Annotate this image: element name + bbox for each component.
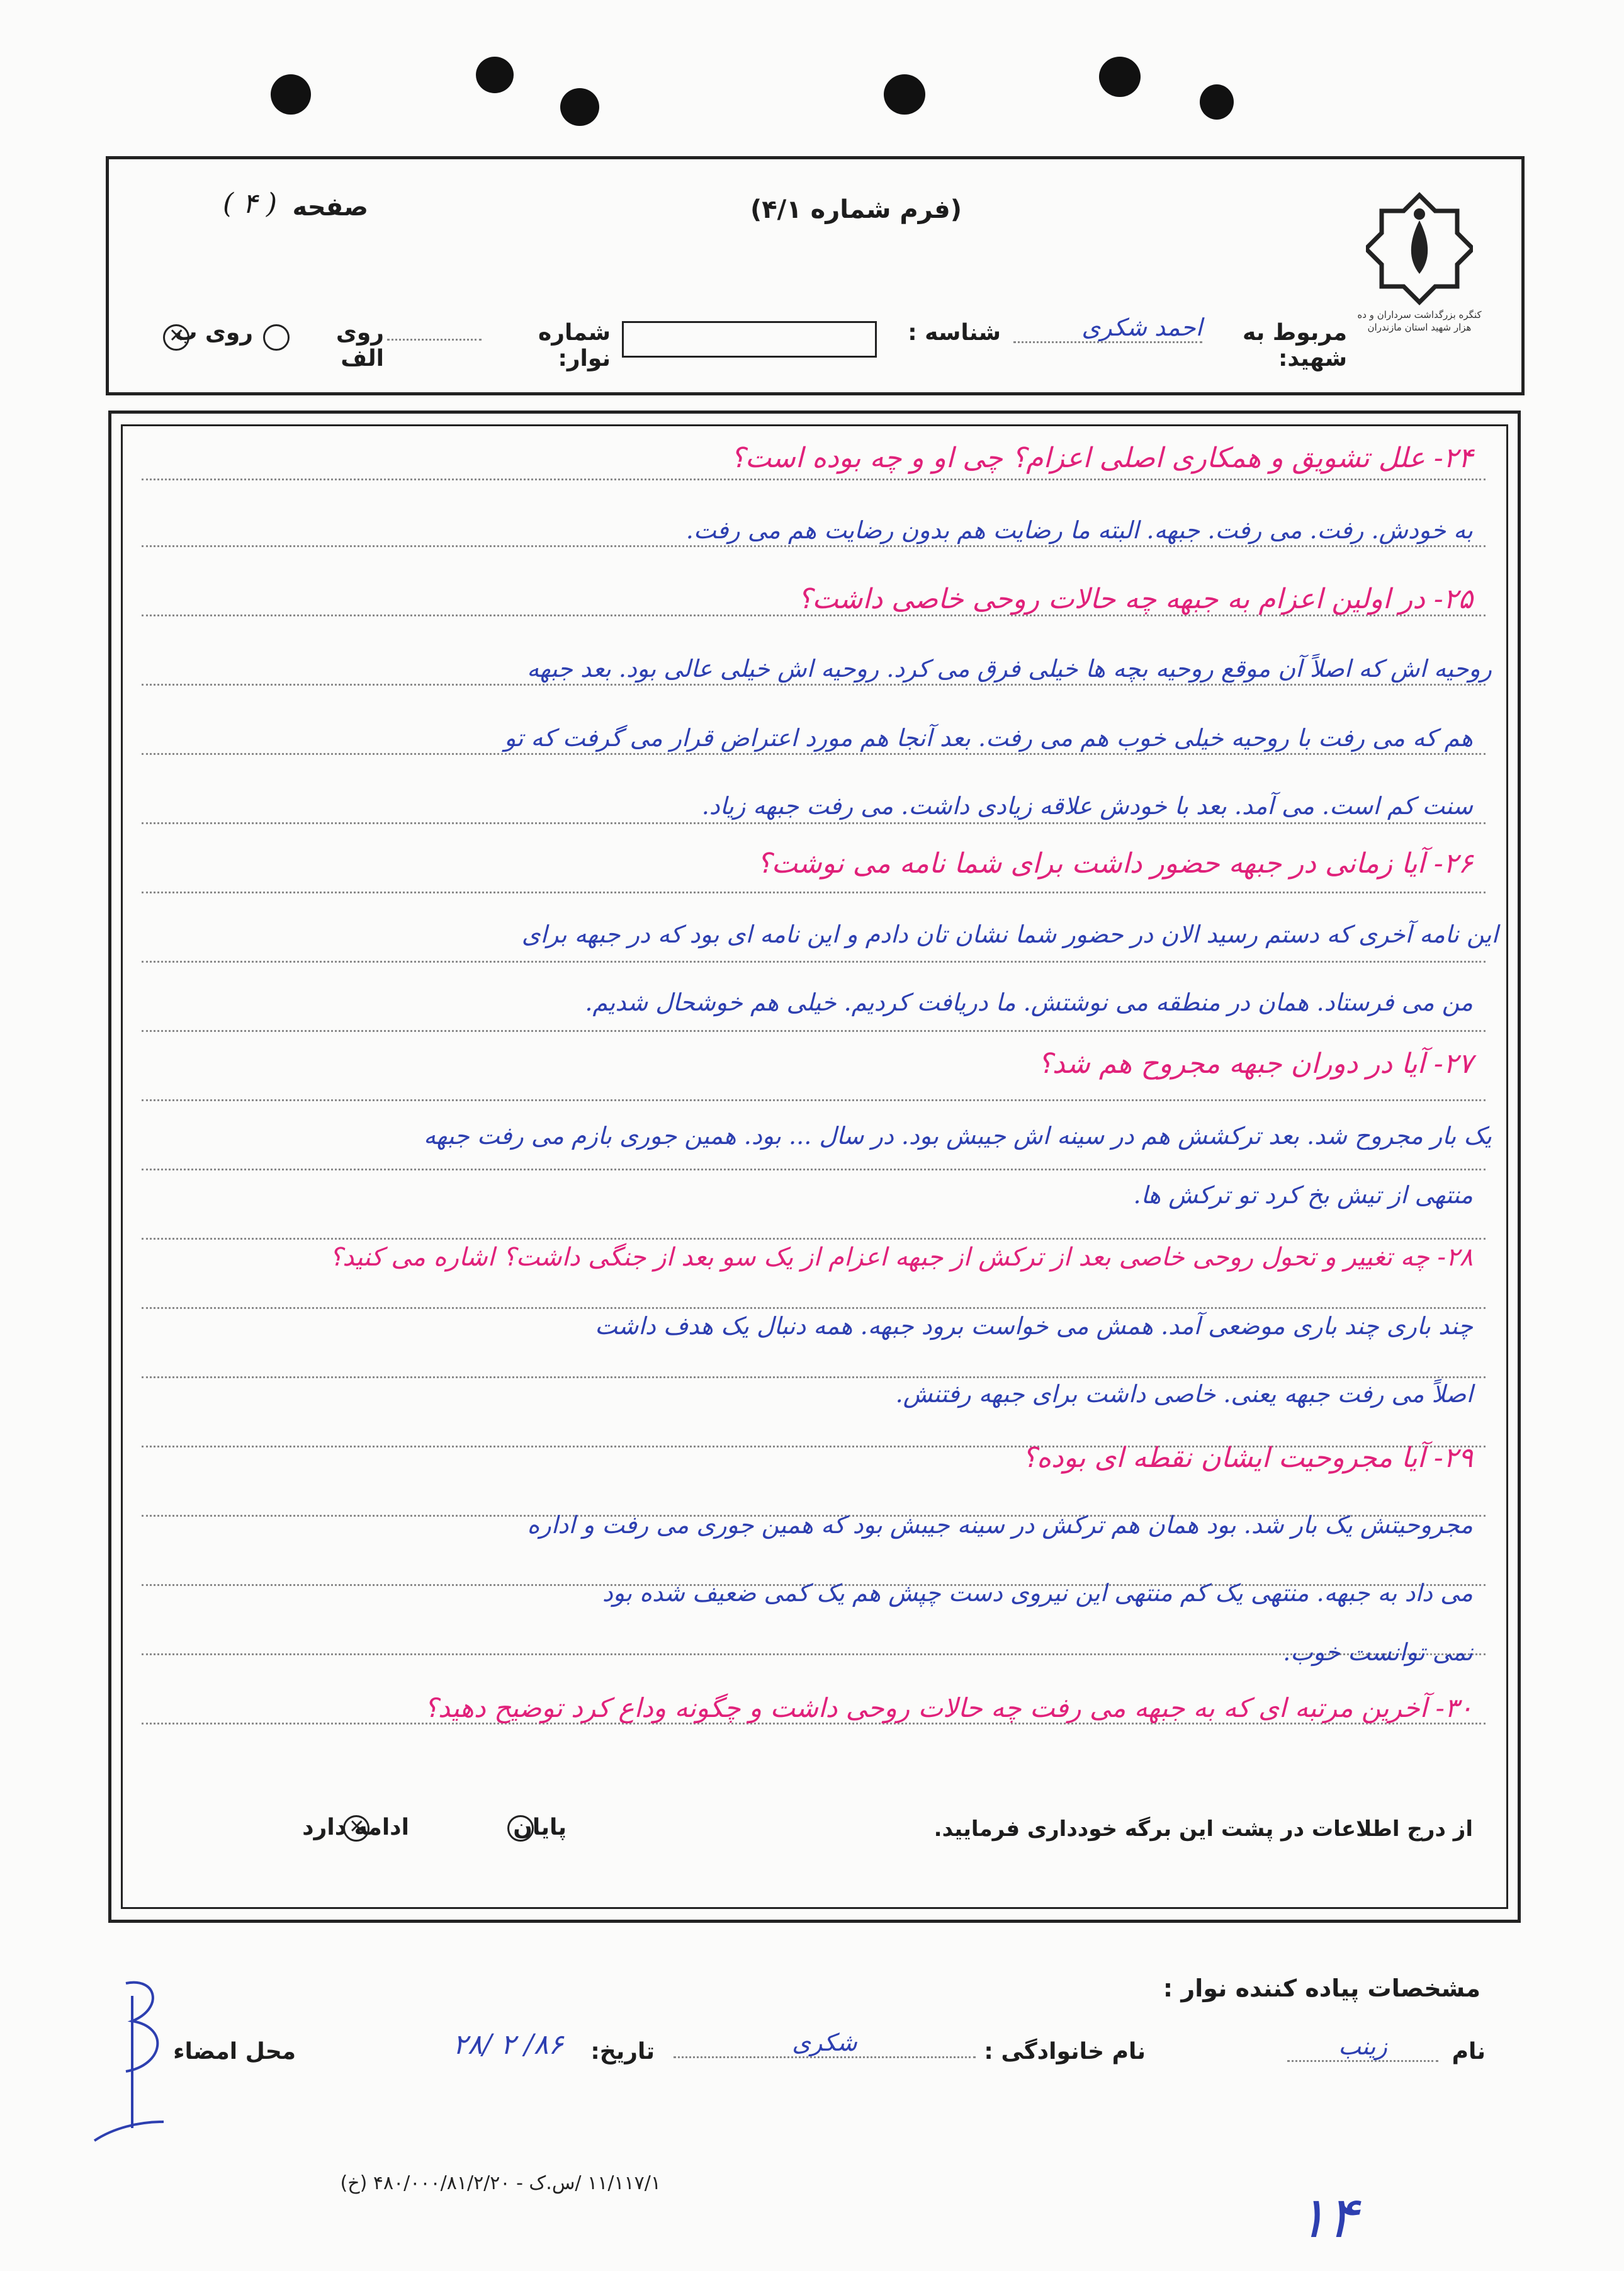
logo-emblem-icon: [1366, 189, 1473, 315]
binder-hole: [1200, 84, 1234, 120]
id-label: شناسه :: [908, 320, 1001, 346]
binder-hole: [560, 88, 599, 126]
family-label: نام خانوادگی :: [984, 2039, 1146, 2064]
question-27: ۲۷- آیا در دوران جبهه مجروح هم شد؟: [1037, 1048, 1473, 1080]
handwritten-page-number: ۱۴: [1297, 2185, 1358, 2251]
page-label: صفحه: [292, 193, 368, 222]
family-value: شکری: [674, 2029, 976, 2058]
writing-line: [142, 1099, 1486, 1101]
question-25: ۲۵- در اولین اعزام به جبهه چه حالات روحی خاصی داشت؟: [797, 583, 1473, 615]
writing-line: [142, 684, 1486, 686]
answer-24-line-1: به خودش. رفت. می رفت. جبهه. البته ما رضایت هم بدون رضایت هم می رفت.: [685, 516, 1473, 544]
organization-logo: [1366, 189, 1473, 315]
answer-29-line-3: نمی توانست خوب.: [1283, 1638, 1473, 1666]
writing-line: [142, 1376, 1486, 1378]
question-28: ۲۸- چه تغییر و تحول روحی خاصی بعد از ترکش از جبهه اعزام از یک سو بعد از جنگی داشت؟ اشاره می کنید؟: [329, 1243, 1473, 1272]
writing-line: [142, 892, 1486, 893]
question-24: ۲۴- علل تشویق و همکاری اصلی اعزام؟ چی او و چه بوده است؟: [730, 442, 1473, 474]
martyr-label: مربوط به شهید:: [1242, 320, 1347, 371]
question-29: ۲۹- آیا مجروحیت ایشان نقطه ای بوده؟: [1022, 1442, 1473, 1474]
side-b-label: روی ب: [174, 320, 253, 346]
side-a-label: روی الف: [336, 320, 384, 371]
form-number: (فرم شماره ۴/۱): [750, 195, 962, 224]
side-a-radio[interactable]: [263, 324, 290, 351]
writing-line: [142, 822, 1486, 824]
end-radio[interactable]: [507, 1815, 534, 1842]
answer-27-line-2: منتهی از تیش بخ کرد تو ترکش ها.: [1133, 1181, 1473, 1209]
answer-25-line-1: روحیه اش که اصلاً آن موقع روحیه بچه ها خیلی فرق می کرد. روحیه اش خیلی عالی بود. بعد جبهه: [527, 655, 1492, 682]
name-label: نام: [1452, 2039, 1486, 2064]
name-value: زینب: [1287, 2032, 1438, 2062]
form-code: ۱۱/۱۱۷/۱ /س.ک - ۴۸۰/۰۰۰/۸۱/۲/۲۰ (خ): [340, 2172, 661, 2194]
side-b-radio[interactable]: [163, 324, 189, 351]
question-30: ۳۰- آخرین مرتبه ای که به جبهه می رفت چه حالات روحی داشت و چگونه وداع کرد توضیح دهید؟: [424, 1692, 1473, 1723]
binder-hole: [884, 74, 925, 115]
logo-caption: کنگره بزرگداشت سرداران و ده هزار شهید استان مازندران: [1357, 309, 1482, 333]
tape-number-label: شماره نوار:: [538, 320, 611, 371]
answer-25-line-3: سنت کم است. می آمد. بعد با خودش علاقه زیادی داشت. می رفت جبهه زیاد.: [701, 792, 1473, 820]
binder-hole: [271, 74, 311, 115]
writing-line: [142, 545, 1486, 547]
writing-line: [142, 1030, 1486, 1032]
signature-label: محل امضاء: [173, 2039, 296, 2064]
writing-line: [142, 1307, 1486, 1309]
writing-line: [142, 479, 1486, 480]
continues-radio[interactable]: [343, 1815, 369, 1842]
answer-27-line-1: یک بار مجروح شد. بعد ترکشش هم در سینه اش جیبش بود. در سال ... بود. همین جوری بازم می رفت جبهه: [423, 1122, 1492, 1150]
back-page-note: از درج اطلاعات در پشت این برگه خودداری فرمایید.: [933, 1816, 1473, 1842]
writing-line: [142, 961, 1486, 963]
answer-29-line-2: می داد به جبهه. منتهی یک کم منتهی این نیروی دست چپش هم یک کمی ضعیف شده بود: [602, 1579, 1473, 1607]
binder-hole: [1099, 57, 1141, 97]
writing-line: [142, 1169, 1486, 1170]
binder-hole: [476, 57, 514, 93]
answer-26-line-2: من می فرستاد. همان در منطقه می نوشتش. ما دریافت کردیم. خیلی هم خوشحال شدیم.: [585, 988, 1473, 1016]
answer-25-line-2: هم که می رفت با روحیه خیلی خوب هم می رفت. بعد آنجا هم مورد اعتراض قرار می گرفت که تو: [504, 724, 1473, 752]
answer-28-line-2: اصلاً می رفت جبهه یعنی. خاصی داشت برای جبهه رفتنش.: [895, 1380, 1473, 1408]
date-label: تاریخ:: [590, 2039, 655, 2064]
page-number: ( ۴ ): [223, 188, 277, 220]
martyr-name: احمد شکری: [1013, 314, 1202, 343]
continues-label: ادامه دارد: [302, 1815, 409, 1840]
signature-mark: [88, 1971, 176, 2147]
writing-line: [142, 753, 1486, 755]
question-26: ۲۶- آیا زمانی در جبهه حضور داشت برای شما نامه می نوشت؟: [757, 847, 1473, 880]
end-label: پایان: [513, 1815, 567, 1840]
date-value: ۸۶/ ۲ /۲۸: [453, 2029, 563, 2061]
id-field[interactable]: [622, 321, 877, 358]
answer-29-line-1: مجروحیتش یک بار شد. بود همان هم ترکش در سینه جیبش بود که همین جوری می رفت و اداره: [527, 1511, 1473, 1539]
answer-section-inner: [121, 424, 1508, 1909]
answer-26-line-1: این نامه آخری که دستم رسید الان در حضور شما نشان تان دادم و این نامه ای بود که در جبهه برای: [521, 920, 1498, 948]
answer-28-line-1: چند باری چند باری موضعی آمد. همش می خواست برود جبهه. همه دنبال یک هدف داشت: [595, 1312, 1473, 1340]
writing-line: [142, 1238, 1486, 1240]
implementer-title: مشخصات پیاده کننده نوار :: [1163, 1974, 1480, 2002]
tape-number-field[interactable]: [387, 339, 482, 341]
